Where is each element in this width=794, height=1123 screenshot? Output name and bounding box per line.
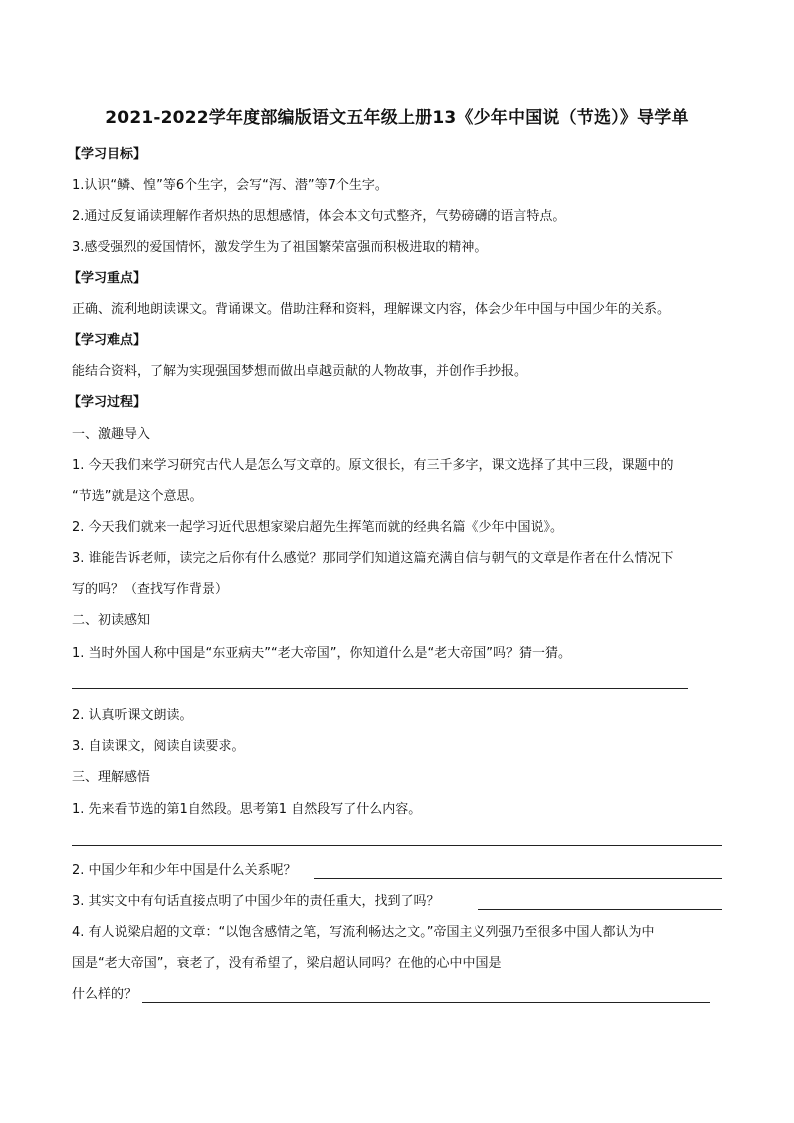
goal-item-2: 2.通过反复诵读理解作者炽热的思想感情，体会本文句式整齐，气势磅礴的语言特点。 [72, 209, 566, 224]
section-2-item-3: 3. 自读课文，阅读自读要求。 [72, 739, 245, 754]
goals-heading: 【学习目标】 [68, 147, 147, 162]
section-1-item-3-line-2: 写的吗？（查找写作背景） [72, 582, 229, 597]
section-2-title: 二、初读感知 [72, 613, 151, 628]
section-3-item-2: 2. 中国少年和少年中国是什么关系呢？ [72, 863, 297, 878]
section-3-item-4-line-3: 什么样的？ [72, 987, 138, 1002]
difficulties-text: 能结合资料，了解为实现强国梦想而做出卓越贡献的人物故事，并创作手抄报。 [72, 364, 528, 379]
section-1-item-1-line-1: 1. 今天我们来学习研究古代人是怎么写文章的。原文很长，有三千多字，课文选择了其中三段，课题中的 [72, 458, 674, 473]
page-title: 2021-2022学年度部编版语文五年级上册13《少年中国说（节选）》导学单 [105, 108, 689, 128]
section-3-item-3: 3. 其实文中有句话直接点明了中国少年的责任重大，找到了吗？ [72, 894, 440, 909]
process-heading: 【学习过程】 [68, 395, 147, 410]
section-3-item-1: 1. 先来看节选的第1自然段。思考第1 自然段写了什么内容。 [72, 802, 422, 817]
answer-line[interactable] [72, 688, 688, 689]
goal-item-3: 3.感受强烈的爱国情怀，激发学生为了祖国繁荣富强而积极进取的精神。 [72, 240, 488, 255]
answer-line[interactable] [314, 878, 722, 879]
section-2-item-2: 2. 认真听课文朗读。 [72, 708, 193, 723]
goal-item-1: 1.认识“鳞、惶”等6个生字，会写“泻、潜”等7个生字。 [72, 178, 388, 193]
answer-line[interactable] [72, 845, 722, 846]
section-1-item-2: 2. 今天我们就来一起学习近代思想家梁启超先生挥笔而就的经典名篇《少年中国说》。 [72, 520, 564, 535]
section-1-item-1-line-2: “节选”就是这个意思。 [72, 489, 203, 504]
key-points-heading: 【学习重点】 [68, 271, 147, 286]
section-1-item-3-line-1: 3. 谁能告诉老师，读完之后你有什么感觉？那同学们知道这篇充满自信与朝气的文章是作者在什么情况下 [72, 551, 674, 566]
key-points-text: 正确、流利地朗读课文。背诵课文。借助注释和资料，理解课文内容，体会少年中国与中国少年的关系。 [72, 302, 671, 317]
section-2-item-1: 1. 当时外国人称中国是“东亚病夫”“老大帝国”，你知道什么是“老大帝国”吗？猜一猜。 [72, 646, 571, 661]
section-1-title: 一、激趣导入 [72, 427, 151, 442]
answer-line[interactable] [142, 1002, 710, 1003]
section-3-title: 三、理解感悟 [72, 770, 151, 785]
section-3-item-4-line-1: 4. 有人说梁启超的文章：“以饱含感情之笔，写流利畅达之文。”帝国主义列强乃至很多中国人都认为中 [72, 925, 655, 940]
section-3-item-4-line-2: 国是“老大帝国”，衰老了，没有希望了，梁启超认同吗？在他的心中中国是 [72, 956, 502, 971]
answer-line[interactable] [478, 909, 722, 910]
difficulties-heading: 【学习难点】 [68, 333, 147, 348]
